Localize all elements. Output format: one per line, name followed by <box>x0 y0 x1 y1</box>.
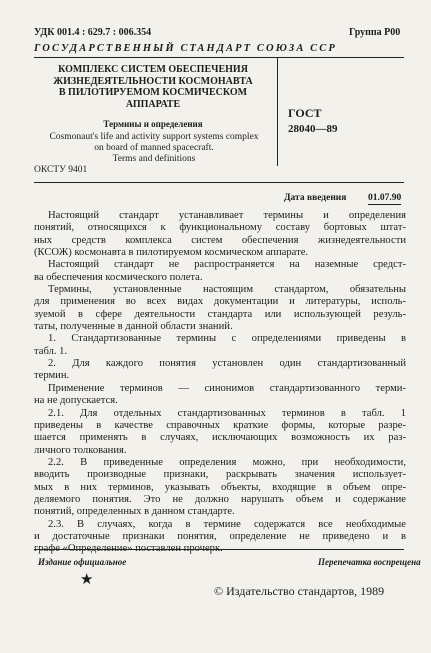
english-title-line: on board of manned spacecraft. <box>94 143 214 153</box>
title-vertical-divider <box>277 58 278 166</box>
body-line: Настоящий стандарт устанавливает термины и определения <box>48 210 406 221</box>
header-divider <box>34 57 404 58</box>
body-line: тaты, полученные в данной области знаний. <box>34 321 233 333</box>
body-line: вводить производные признаки, раскрывать значения использует- <box>34 469 406 481</box>
russian-title-line: ЖИЗНЕДЕЯТЕЛЬНОСТИ КОСМОНАВТА <box>53 75 253 87</box>
gost-number: 28040—89 <box>288 123 338 135</box>
star-icon: ★ <box>80 572 94 588</box>
body-line: 1. Стандартизованные термины с определениями приведены в <box>48 333 406 345</box>
body-line: ва обеспечения космического полета. <box>34 271 203 283</box>
body-line: шается применять в случаях, исключающих возможность их раз- <box>34 432 406 444</box>
body-line: 2. Для каждого понятия установлен один стандартизованный <box>48 358 406 370</box>
standard-title: ГОСУДАРСТВЕННЫЙ СТАНДАРТ СОЮЗА ССР <box>34 43 337 54</box>
group-code: Группа Р00 <box>349 27 401 38</box>
body-line: деляемого понятия. Это не должно нарушать объем и содержание <box>34 493 406 505</box>
footer-divider <box>34 549 404 550</box>
english-title-line: Cosmonaut's life and activity support systems complex <box>49 132 259 142</box>
oksu-code: ОКСТУ 9401 <box>34 165 88 175</box>
subtitle: Термины и определения <box>103 119 203 129</box>
body-line: табл. 1. <box>34 345 68 357</box>
body-text <box>34 210 406 556</box>
body-line: графе «Определение» поставлен прочерк. <box>34 543 223 555</box>
body-line: 2.3. В случаях, когда в термине содержатся все необходимые <box>48 518 406 530</box>
russian-title-line: АППАРАТЕ <box>125 98 181 110</box>
russian-title-line: КОМПЛЕКС СИСТЕМ ОБЕСПЕЧЕНИЯ <box>58 64 248 75</box>
body-line: термин. <box>34 370 70 382</box>
body-line: ных средств комплекса систем обеспечения жизнедеятельности <box>34 234 406 246</box>
body-line: Применение терминов — синонимов стандартизованного терми- <box>48 382 406 394</box>
body-line: мых в них терминов, указывать объекты, входящие в объем опре- <box>34 481 406 493</box>
udk-code: УДК 001.4 : 629.7 : 006.354 <box>34 27 152 38</box>
body-line: Термины, установленные настоящим стандартом, обязательны <box>48 284 406 296</box>
title-divider <box>34 182 404 183</box>
body-line: понятий, относящихся к функциональному составу бортовых штат- <box>34 222 406 234</box>
body-line: для применения во всех видах документации и литературы, исполь- <box>34 296 406 308</box>
body-line: личного толкования. <box>34 444 127 456</box>
body-line: Настоящий стандарт не распространяется на наземные средст- <box>48 259 406 271</box>
russian-title-line: В ПИЛОТИРУЕМОМ КОСМИЧЕСКОМ <box>58 87 248 98</box>
reprint-notice: Перепечатка воспрещена <box>318 557 421 567</box>
english-title-line: Terms and definitions <box>112 154 196 164</box>
body-line: и достаточные признаки понятия, определение не приведено и в <box>34 530 406 542</box>
english-title <box>34 132 274 165</box>
effective-date-value: 01.07.90 <box>368 193 402 203</box>
body-line: 2.1. Для отдельных стандартизованных терминов в табл. 1 <box>48 407 406 419</box>
gost-label: ГОСТ <box>288 106 322 120</box>
body-line: на не допускается. <box>34 395 118 407</box>
body-line: приведены в качестве справочных краткие формы, которые разре- <box>34 419 406 431</box>
copyright: © Издательство стандартов, 1989 <box>214 584 385 598</box>
official-edition-label: Издание официальное <box>38 557 127 567</box>
body-line: (КСОЖ) космонавта в пилотируемом космическом аппарате. <box>34 247 309 259</box>
body-line: зуемой в сфере деятельности стандарта или использующей резуль- <box>34 308 406 320</box>
body-line: понятий, определенных в данном стандарте. <box>34 506 235 518</box>
body-line: 2.2. В приведенные определения можно, при необходимости, <box>48 456 406 468</box>
effective-date-label: Дата введения <box>284 193 347 203</box>
russian-title <box>40 64 266 110</box>
